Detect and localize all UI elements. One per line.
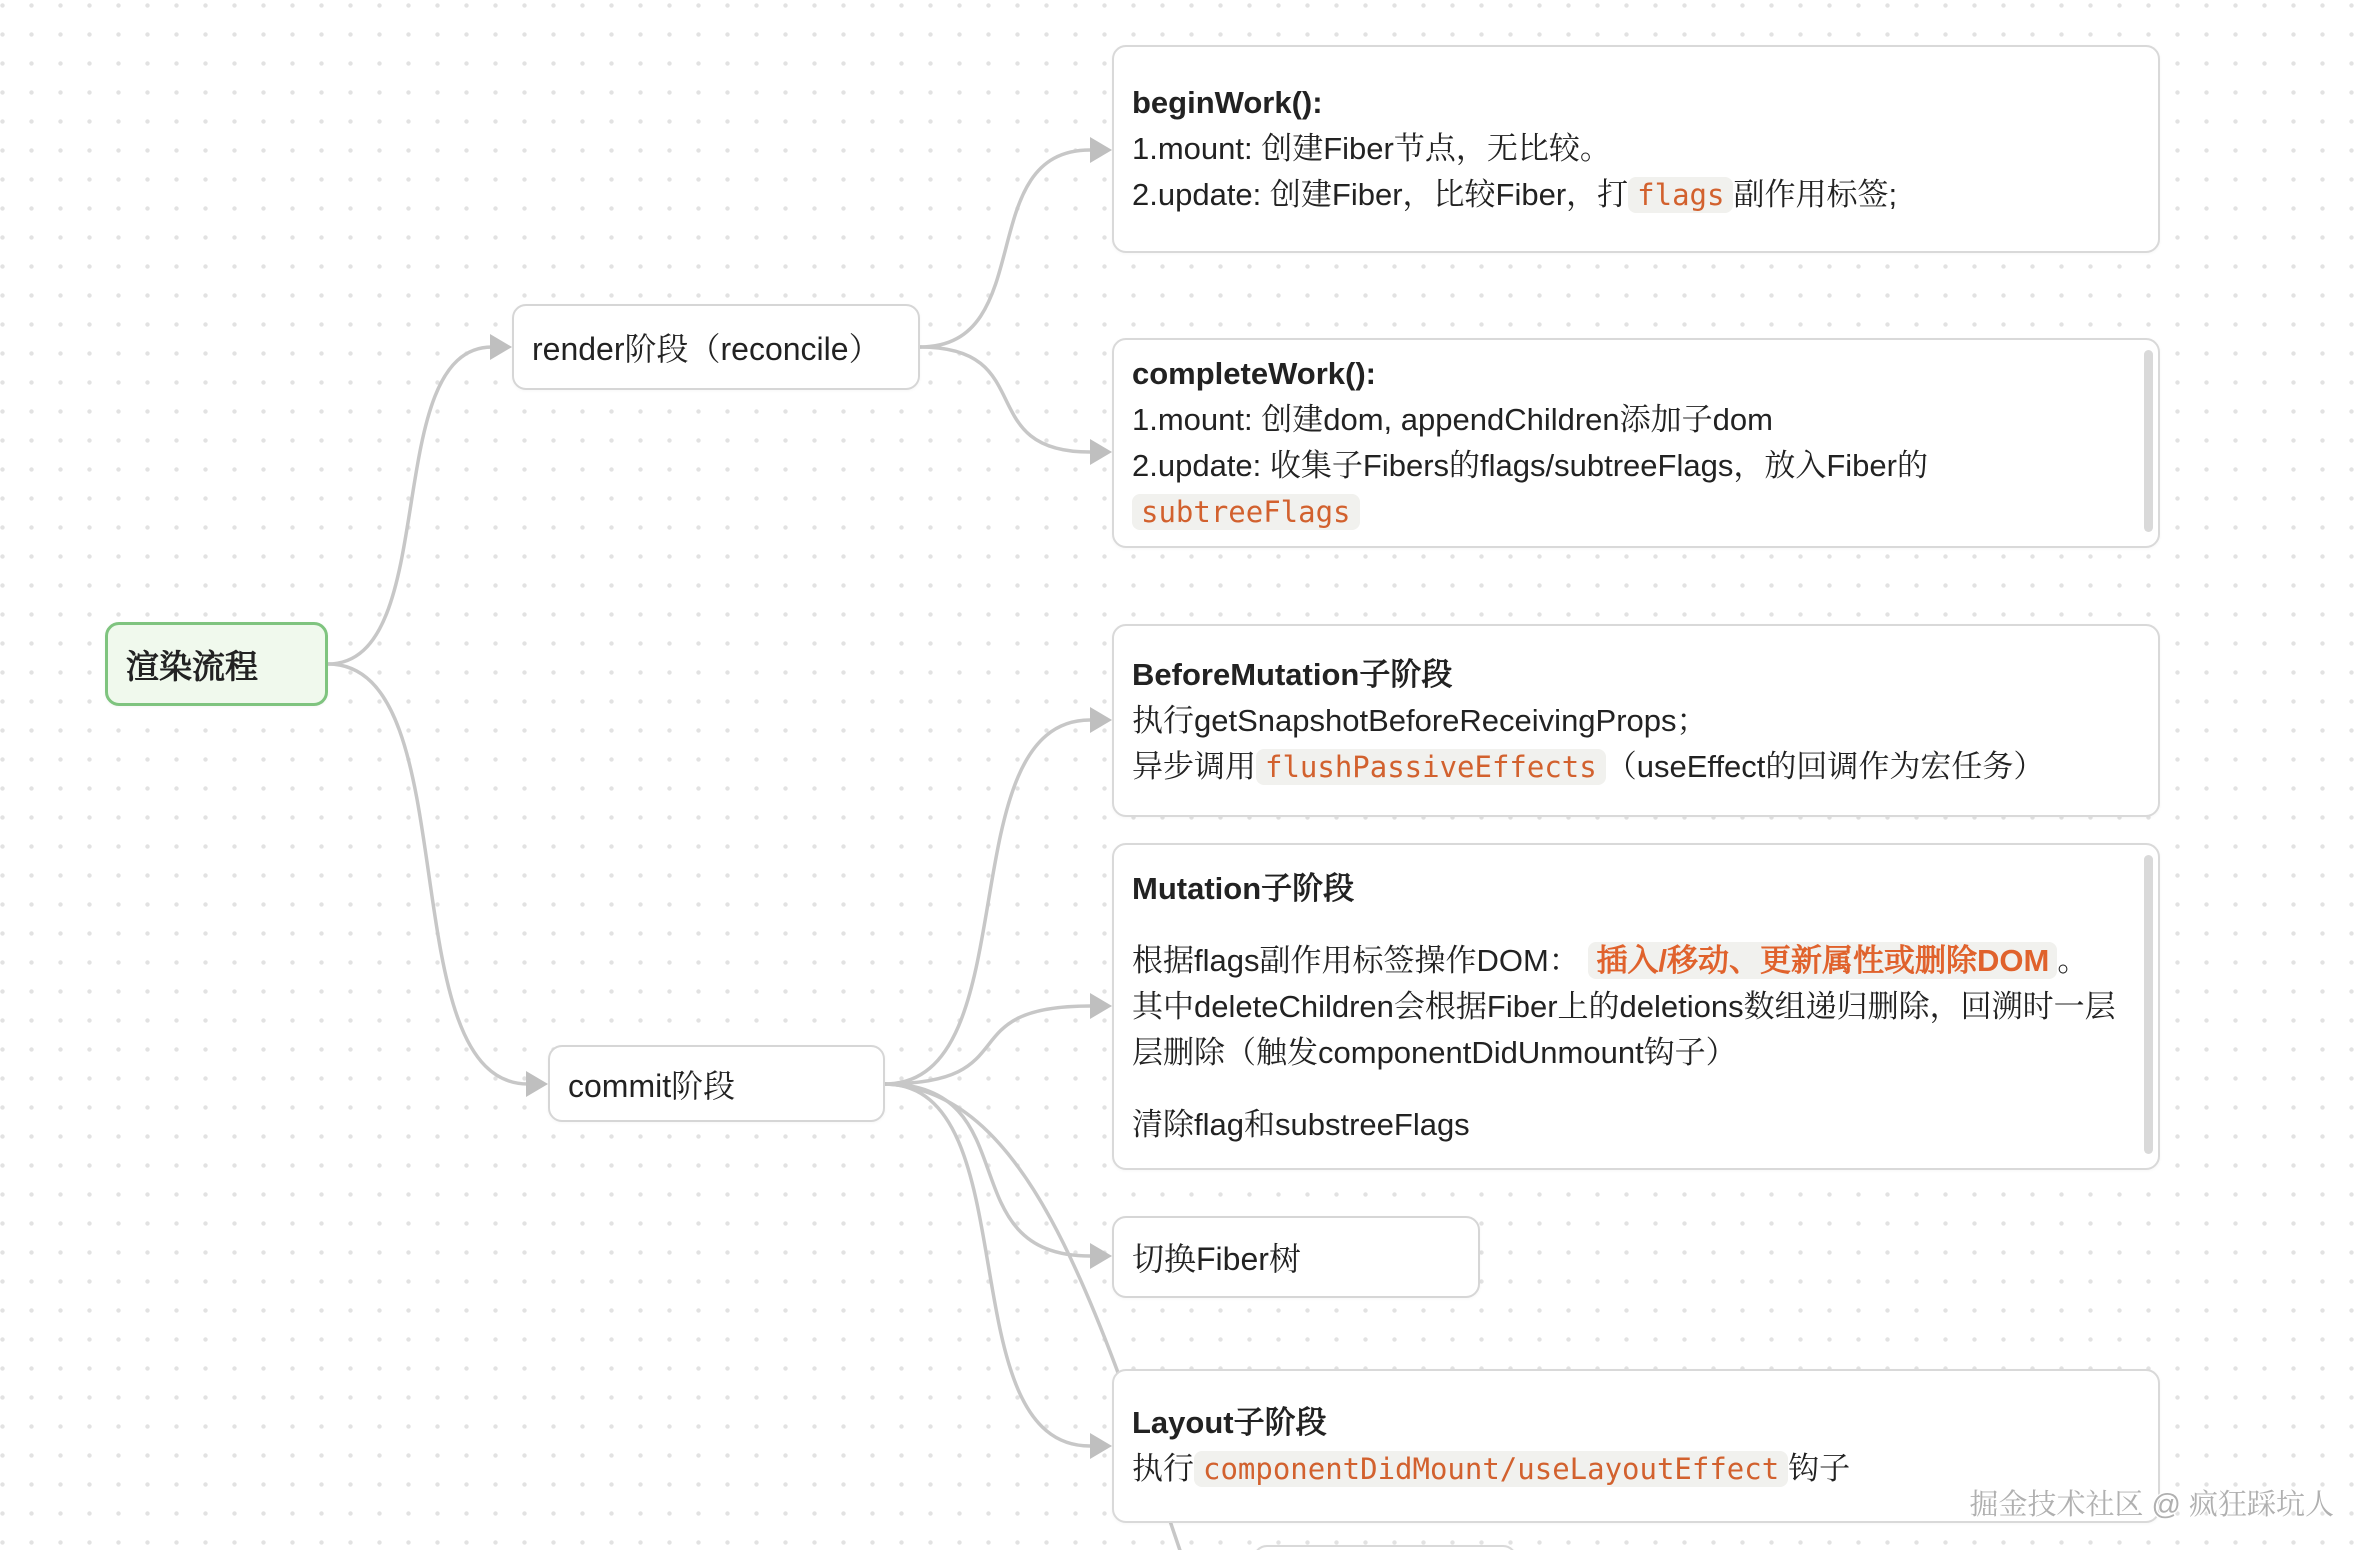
arrowhead-render	[490, 334, 512, 360]
scrollbar-mutation[interactable]	[2144, 855, 2153, 1154]
node-root-label: 渲染流程	[126, 647, 258, 685]
edge-commit-mutation	[885, 1006, 1090, 1084]
scrollbar-completework[interactable]	[2144, 350, 2153, 532]
arrowhead-completework	[1090, 439, 1112, 465]
edge-commit-switchfiber	[885, 1084, 1090, 1256]
card-beginwork-line2	[1132, 172, 2140, 218]
card-beginwork-title: beginWork():	[1132, 85, 1323, 120]
card-beginwork-line2-post: 副作用标签;	[1733, 177, 1898, 212]
card-completework-title: completeWork():	[1132, 356, 1377, 391]
card-mutation-paragraph3: 清除flag和substreeFlags	[1132, 1106, 1470, 1142]
arrowhead-beforemutation	[1090, 707, 1112, 733]
arrowhead-switchfiber	[1090, 1243, 1112, 1269]
node-commit-stage[interactable]	[548, 1045, 885, 1122]
spacer	[1132, 912, 2140, 938]
node-switch-fiber[interactable]	[1112, 1216, 1480, 1298]
edge-render-beginwork	[920, 150, 1090, 347]
card-completework-line3	[1132, 489, 2140, 535]
inline-code-flags: flags	[1628, 177, 1733, 213]
card-beforemutation-line1: 执行getSnapshotBeforeReceivingProps；	[1132, 702, 1708, 738]
node-render-stage-label: render阶段（reconcile）	[532, 331, 881, 367]
card-beforemutation-line2	[1132, 744, 2140, 790]
edge-root-render	[328, 347, 492, 664]
arrowhead-beginwork	[1090, 137, 1112, 163]
card-beforemutation[interactable]	[1112, 624, 2160, 817]
node-switch-fiber-label: 切换Fiber树	[1132, 1241, 1301, 1277]
card-partial-bottom[interactable]	[1253, 1545, 1517, 1550]
card-beginwork-line1: 1.mount: 创建Fiber节点，无比较。	[1132, 131, 1611, 166]
node-root[interactable]	[105, 622, 328, 706]
node-commit-stage-label: commit阶段	[568, 1067, 736, 1104]
card-beginwork-line2-pre: 2.update: 创建Fiber，比较Fiber，打	[1132, 177, 1629, 212]
card-layout-title: Layout子阶段	[1132, 1405, 1327, 1440]
card-beginwork[interactable]	[1112, 45, 2160, 253]
arrowhead-commit	[526, 1071, 548, 1097]
card-mutation-p1-pre: 根据flags副作用标签操作DOM：	[1132, 942, 1580, 978]
card-mutation[interactable]	[1112, 843, 2160, 1170]
card-beforemutation-title: BeforeMutation子阶段	[1132, 656, 1453, 692]
card-layout-line-pre: 执行	[1132, 1451, 1194, 1486]
node-render-stage[interactable]	[512, 304, 920, 390]
watermark: 掘金技术社区 @ 疯狂踩坑人	[1969, 1489, 2334, 1521]
inline-code-flushpassiveeffects: flushPassiveEffects	[1256, 749, 1606, 785]
card-completework-line2: 2.update: 收集子Fibers的flags/subtreeFlags，放入Fiber的	[1132, 448, 1928, 483]
card-mutation-paragraph2: 其中deleteChildren会根据Fiber上的deletions数组递归删除，回溯时一层层删除（触发componentDidUnmount钩子）	[1132, 988, 2116, 1070]
edge-render-completework	[920, 347, 1090, 452]
spacer	[1132, 1076, 2140, 1102]
card-completework[interactable]	[1112, 338, 2160, 548]
inline-code-componentdidmount: componentDidMount/useLayoutEffect	[1194, 1451, 1788, 1487]
edge-root-commit	[328, 664, 528, 1084]
card-mutation-p1-post: 。	[2057, 942, 2089, 978]
card-layout-line-post: 钩子	[1788, 1451, 1851, 1486]
highlight-dom-operations: 插入/移动、更新属性或删除DOM	[1588, 942, 2057, 979]
arrowhead-layout	[1090, 1433, 1112, 1459]
card-completework-line1: 1.mount: 创建dom, appendChildren添加子dom	[1132, 402, 1773, 437]
card-beforemutation-line2-pre: 异步调用	[1132, 748, 1256, 784]
edge-commit-beforemutation	[885, 720, 1090, 1084]
card-beforemutation-line2-post: （useEffect的回调作为宏任务）	[1605, 748, 2045, 784]
edge-commit-layout	[885, 1084, 1090, 1446]
inline-code-subtreeflags: subtreeFlags	[1132, 494, 1360, 530]
card-mutation-paragraph1	[1132, 938, 2140, 984]
arrowhead-mutation	[1090, 993, 1112, 1019]
card-mutation-title: Mutation子阶段	[1132, 870, 1355, 906]
